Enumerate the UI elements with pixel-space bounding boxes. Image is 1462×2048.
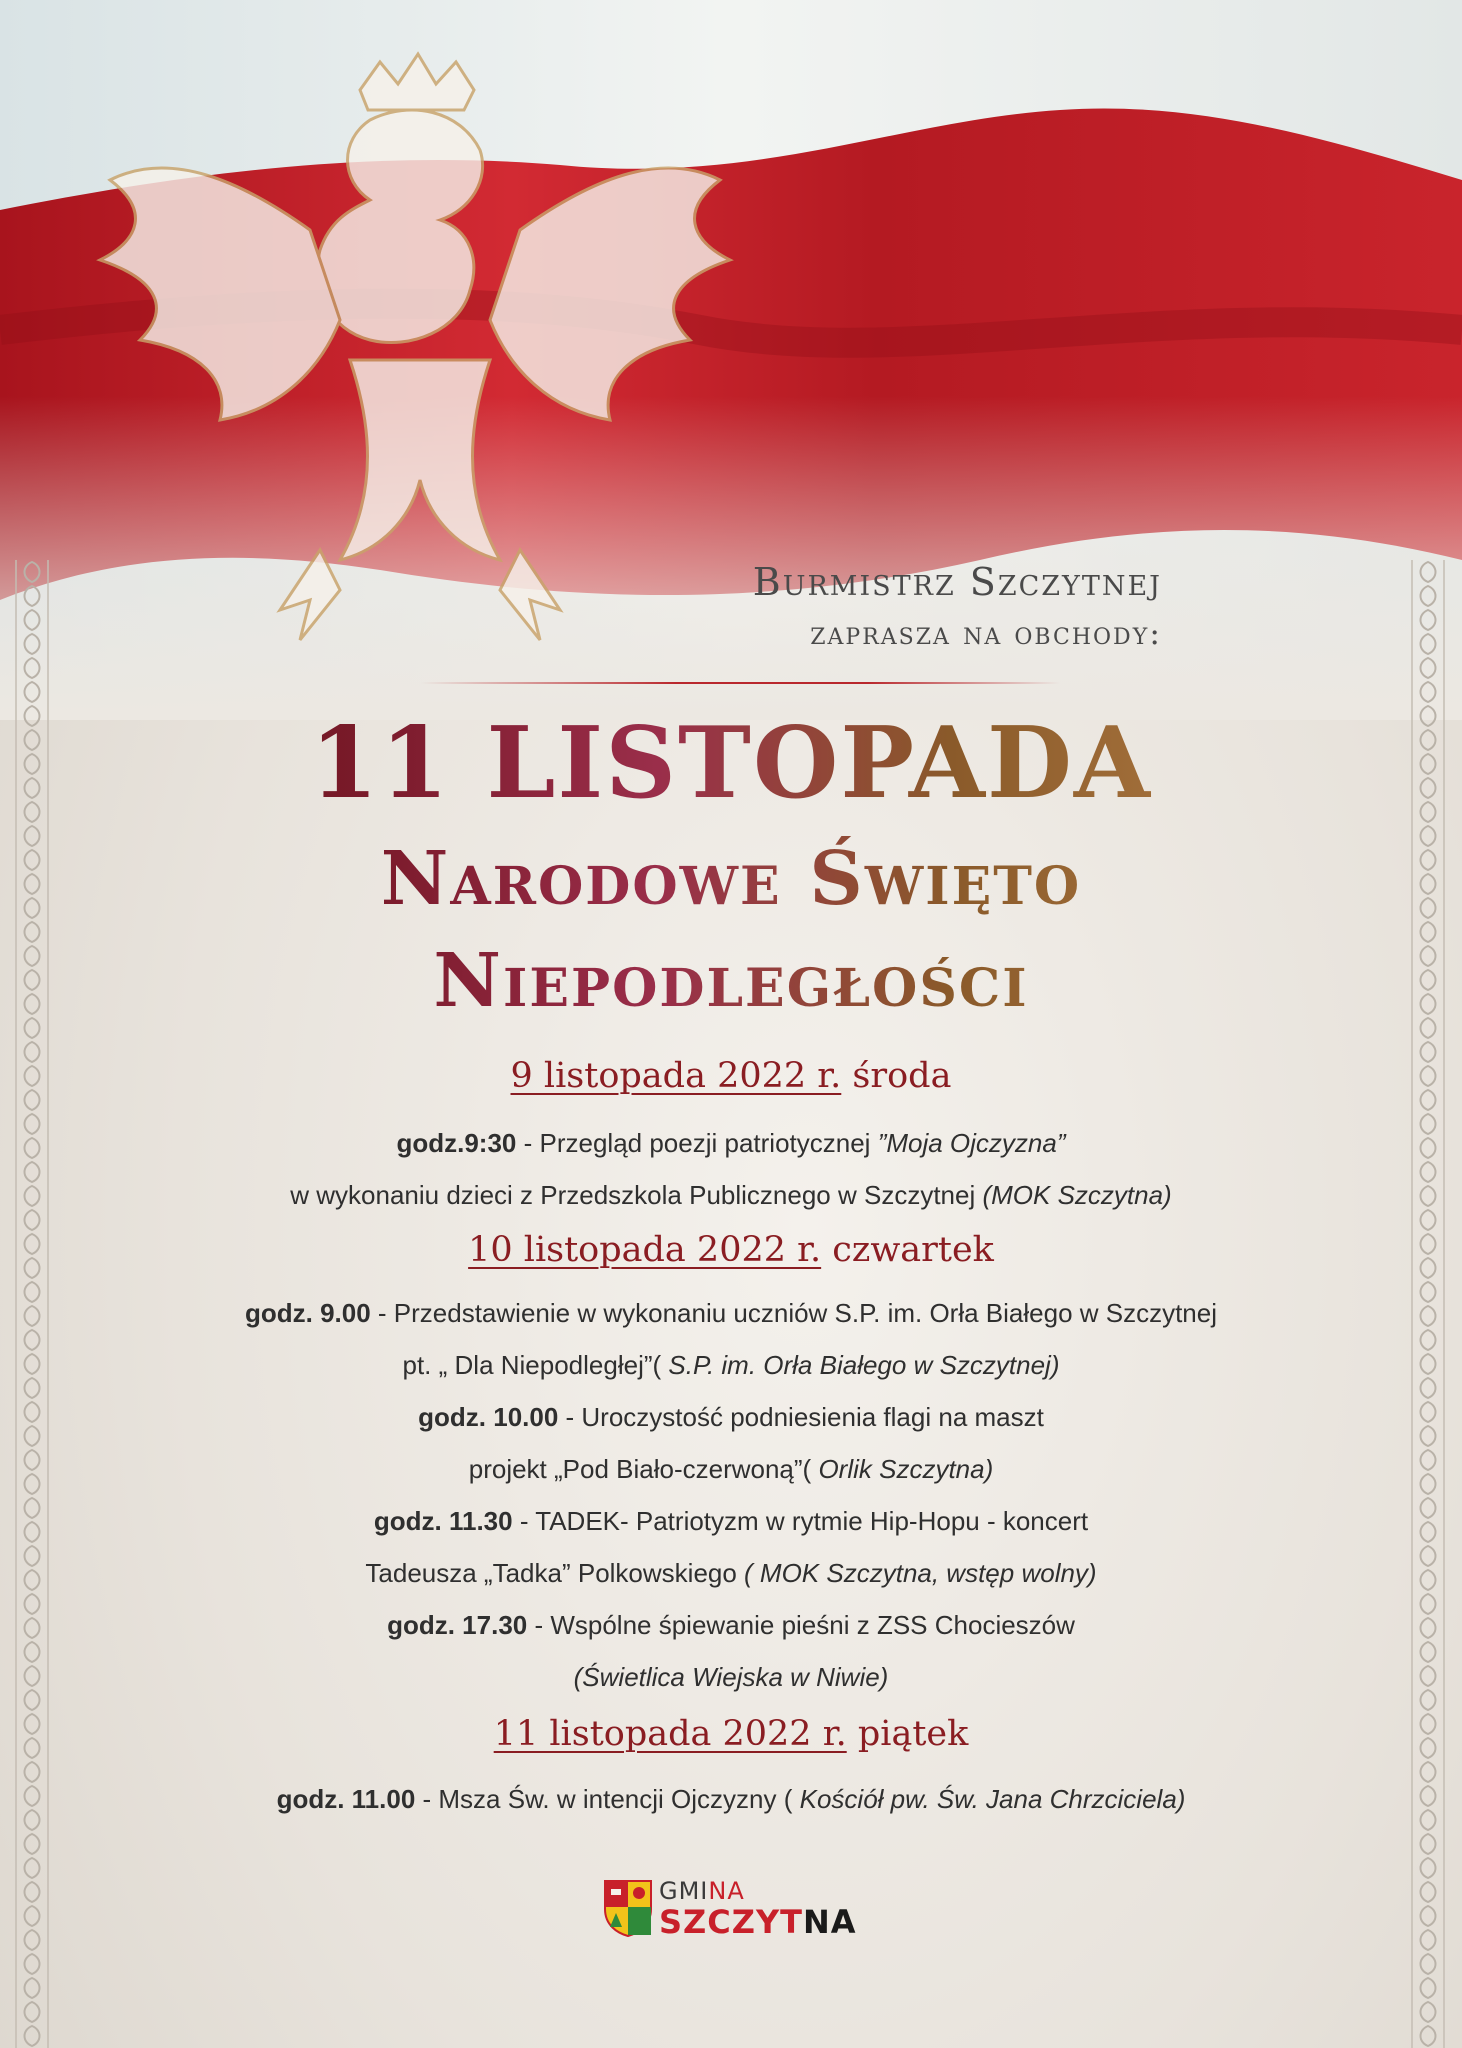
title-holiday-line-2: Niepodległości xyxy=(0,938,1462,1024)
day-weekday: piątek xyxy=(857,1714,969,1754)
event-place: (MOK Szczytna) xyxy=(982,1180,1172,1210)
event-line xyxy=(0,1506,1462,1537)
day-weekday: środa xyxy=(852,1056,952,1096)
logo-name-text: SZCZYTNA xyxy=(659,1903,857,1941)
event-text: - Przegląd poezji patriotycznej xyxy=(516,1128,878,1158)
event-place: ”Moja Ojczyzna” xyxy=(877,1128,1066,1158)
day-date: 9 listopada 2022 r. xyxy=(510,1056,842,1096)
event-line xyxy=(0,1610,1462,1641)
day-heading-3 xyxy=(0,1714,1462,1754)
gmina-coat-of-arms-icon xyxy=(603,1879,653,1937)
day-date: 11 listopada 2022 r. xyxy=(493,1714,847,1754)
event-text: w wykonaniu dzieci z Przedszkola Publicznego w Szczytnej xyxy=(290,1180,983,1210)
event-time: godz. 9.00 xyxy=(244,1298,371,1328)
invite-line-1: Burmistrz Szczytnej xyxy=(752,560,1162,604)
event-line xyxy=(0,1662,1462,1693)
white-eagle-icon xyxy=(80,30,800,670)
event-time: godz.9:30 xyxy=(396,1128,517,1158)
event-place: Kościół pw. Św. Jana Chrzciciela) xyxy=(799,1784,1186,1814)
day-date: 10 listopada 2022 r. xyxy=(468,1230,822,1270)
event-text: - Przedstawienie w wykonaniu uczniów S.P. im. Orła Białego w Szczytnej xyxy=(370,1298,1218,1328)
event-line xyxy=(0,1350,1462,1381)
day-heading-2 xyxy=(0,1230,1462,1270)
event-text: - TADEK- Patriotyzm w rytmie Hip-Hopu - koncert xyxy=(512,1506,1089,1536)
event-line xyxy=(0,1784,1462,1815)
event-text: Tadeusza „Tadka” Polkowskiego xyxy=(365,1558,745,1588)
event-time: godz. 10.00 xyxy=(418,1402,559,1432)
logo-gmina-text: GMINA xyxy=(659,1877,745,1905)
gmina-logo xyxy=(603,1875,863,1945)
invite-line-2: zaprasza na obchody: xyxy=(810,614,1162,652)
event-place: Orlik Szczytna) xyxy=(818,1454,994,1484)
title-date: 11 LISTOPADA xyxy=(0,706,1462,821)
event-line xyxy=(0,1454,1462,1485)
event-line xyxy=(0,1128,1462,1159)
event-time: godz. 11.30 xyxy=(373,1506,513,1536)
day-heading-1 xyxy=(0,1056,1462,1096)
event-time: godz. 17.30 xyxy=(387,1610,528,1640)
event-line xyxy=(0,1180,1462,1211)
event-text: projekt „Pod Biało-czerwoną”( xyxy=(468,1454,819,1484)
title-holiday-line-1: Narodowe Święto xyxy=(0,836,1462,922)
event-line xyxy=(0,1298,1462,1329)
event-time: godz. 11.00 xyxy=(276,1784,416,1814)
event-text: pt. „ Dla Niepodległej”( xyxy=(402,1350,669,1380)
event-place: (Świetlica Wiejska w Niwie) xyxy=(573,1662,889,1692)
event-line xyxy=(0,1558,1462,1589)
header-divider xyxy=(420,682,1060,684)
event-place: S.P. im. Orła Białego w Szczytnej) xyxy=(668,1350,1060,1380)
event-text: - Msza Św. w intencji Ojczyzny ( xyxy=(415,1784,800,1814)
event-text: - Uroczystość podniesienia flagi na maszt xyxy=(558,1402,1044,1432)
event-line xyxy=(0,1402,1462,1433)
day-weekday: czwartek xyxy=(832,1230,994,1270)
event-place: ( MOK Szczytna, wstęp wolny) xyxy=(744,1558,1097,1588)
event-text: - Wspólne śpiewanie pieśni z ZSS Chocieszów xyxy=(527,1610,1075,1640)
